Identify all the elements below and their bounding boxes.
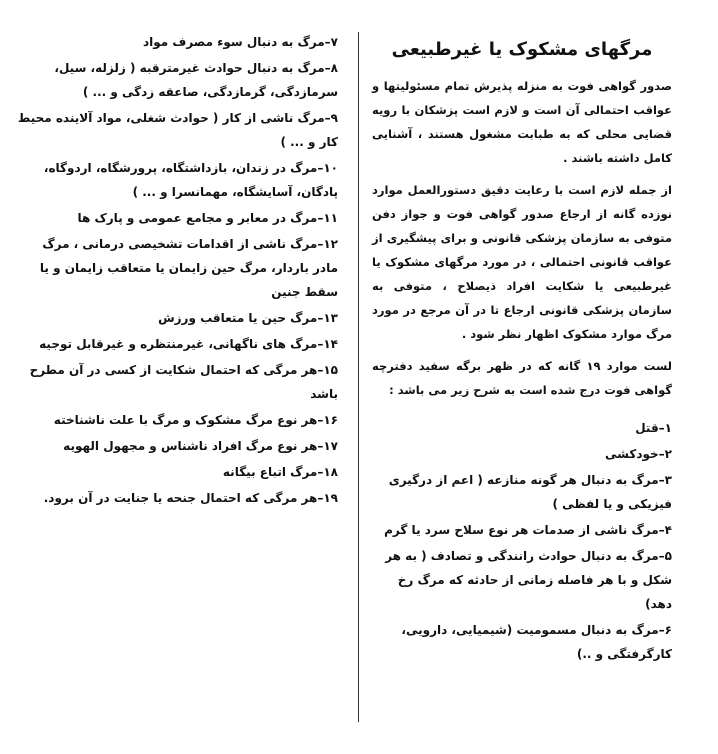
- list-item: ۱۲–مرگ ناشی از اقدامات تشخیصی درمانی ، مرگ مادر باردار، مرگ حین زایمان یا متعاقب زایمان و یا سقط جنین: [39, 237, 338, 299]
- list-item: ۱۴–مرگ های ناگهانی، غیرمنتظره و غیرقابل توجیه: [39, 337, 338, 351]
- list-item: ۱–قتل: [635, 421, 672, 435]
- list-item: ۱۹–هر مرگی که احتمال جنحه یا جنایت در آن برود.: [43, 491, 338, 505]
- cases-list-part-2: [14, 30, 338, 510]
- intro-paragraph: صدور گواهی فوت به منزله پذیرش تمام مسئولیتها و عواقب احتمالی آن است و لازم است پزشکان با رویه قضایی محلی که به طبابت مشغول هستند ، آشنایی کامل داشته باشند .: [372, 79, 672, 165]
- list-item: ۱۱–مرگ در معابر و مجامع عمومی و پارک ها: [77, 211, 338, 225]
- column-divider: [358, 32, 359, 722]
- list-item: ۳–مرگ به دنبال هر گونه منازعه ( اعم از درگیری فیزیکی و یا لفظی ): [388, 473, 672, 511]
- right-column: [372, 30, 672, 668]
- left-column: [14, 30, 338, 512]
- list-item: ۴–مرگ ناشی از صدمات هر نوع سلاح سرد یا گرم: [384, 523, 672, 537]
- list-item: ۱۳–مرگ حین یا متعاقب ورزش: [158, 311, 338, 325]
- list-item: ۱۸–مرگ اتباع بیگانه: [222, 465, 338, 479]
- list-item: ۲–خودکشی: [605, 447, 672, 461]
- list-item: ۱۰–مرگ در زندان، بازداشتگاه، پرورشگاه، اردوگاه، پادگان، آسایشگاه، مهمانسرا و ... ): [43, 161, 338, 199]
- instruction-paragraph: از جمله لازم است با رعایت دقیق دستورالعمل موارد نوزده گانه از ارجاع صدور گواهی فوت و جواز دفن متوفی به سازمان پزشکی قانونی و برای پیشگیری از عواقب قانونی احتمالی ، در مورد مرگهای مشکوک یا غیرطبیعی یا شکایت افراد ذیصلاح ، متوفی به سازمان پزشکی قانونی ارجاع تا در آن مرجع در مورد مرگ موارد مشکوک اظهار نظر شود .: [372, 183, 672, 341]
- list-item: ۹–مرگ ناشی از کار ( حوادث شغلی، مواد آلاینده محیط کار و ... ): [17, 111, 338, 149]
- list-item: ۷–مرگ به دنبال سوء مصرف مواد: [142, 35, 338, 49]
- list-item: ۱۶–هر نوع مرگ مشکوک و مرگ با علت ناشناخته: [53, 413, 338, 427]
- list-item: ۱۷–هر نوع مرگ افراد ناشناس و مجهول الهویه: [63, 439, 338, 453]
- list-intro-paragraph: لست موارد ۱۹ گانه که در ظهر برگه سفید دفترچه گواهی فوت درج شده است به شرح زیر می باشد :: [372, 359, 672, 397]
- page-title: مرگهای مشکوک یا غیرطبیعی: [391, 39, 653, 60]
- list-item: ۱۵–هر مرگی که احتمال شکایت از کسی در آن مطرح باشد: [29, 363, 338, 401]
- list-item: ۸–مرگ به دنبال حوادث غیرمترقبه ( زلزله، سیل، سرمازدگی، گرمازدگی، صاعقه زدگی و ... ): [54, 61, 338, 99]
- list-item: ۶–مرگ به دنبال مسمومیت (شیمیایی، دارویی، کارگرفتگی و ..): [401, 623, 672, 661]
- cases-list-part-1: [372, 416, 672, 666]
- list-item: ۵–مرگ به دنبال حوادث رانندگی و تصادف ( به هر شکل و با هر فاصله زمانی از حادثه که مرگ رخ دهد): [385, 549, 672, 611]
